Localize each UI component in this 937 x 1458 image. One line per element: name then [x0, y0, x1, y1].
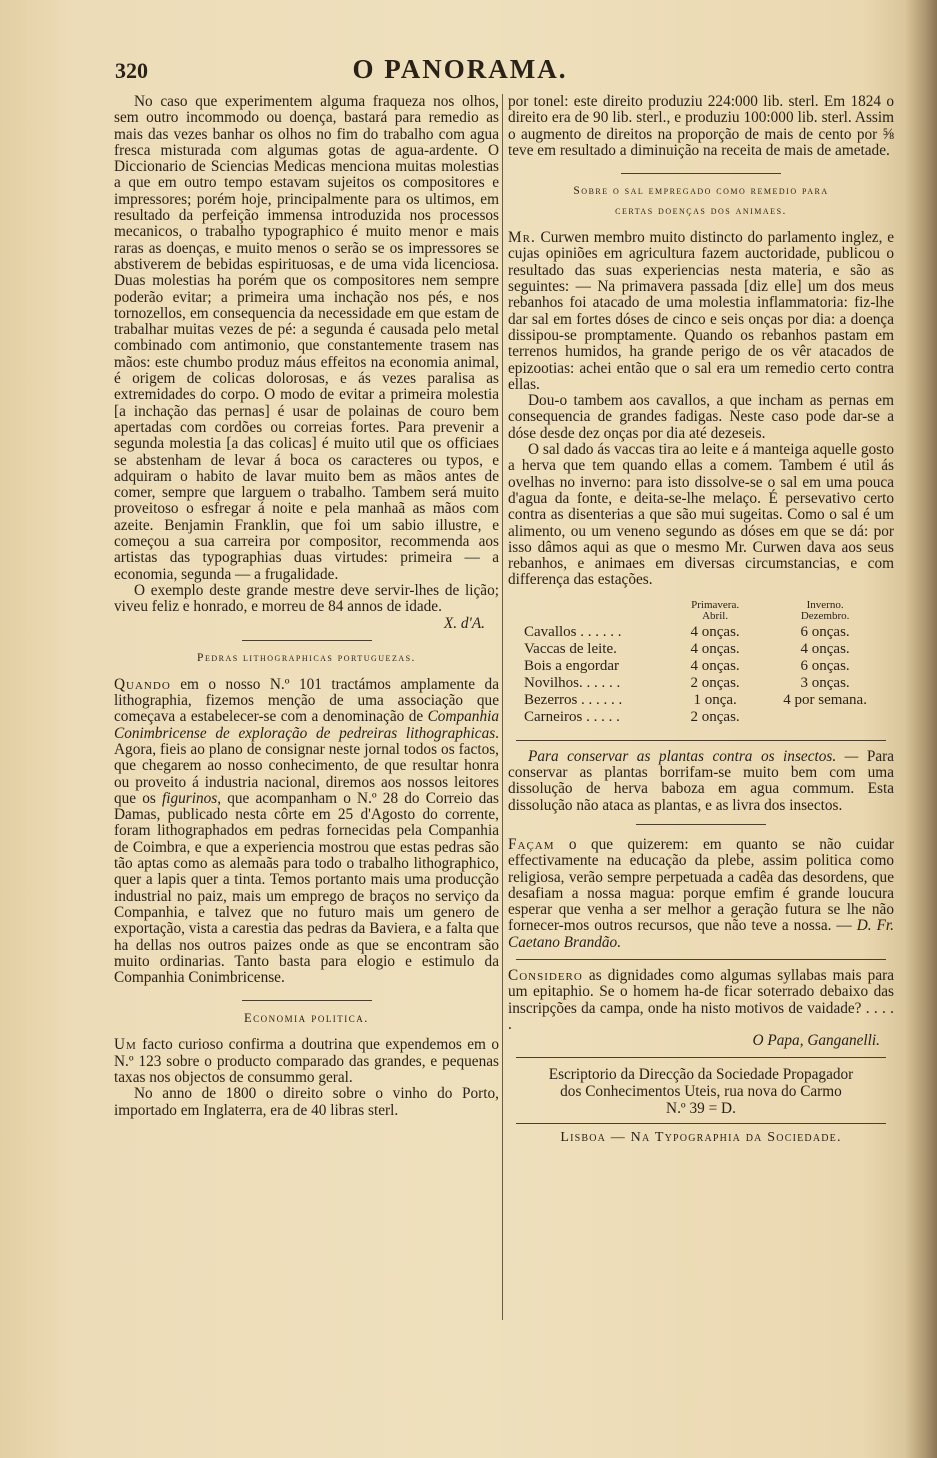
- dose-header-animal: [508, 599, 674, 624]
- plantas-paragraph: [508, 749, 894, 814]
- pedras-text-2: . Agora, fieis ao plano de consignar neste jornal todos os factos, que chegarem ao nosso conhecimento, de que resultar honra ou proveito á industria nacional, diremos aos nossos leitores que os: [114, 724, 499, 807]
- table-row: [508, 709, 894, 726]
- section-rule: [242, 1000, 372, 1001]
- considero-text: as dignidades como algumas syllabas mais para um epitaphio. Se o homem ha-de ficar soterrado debaixo das inscripções da campa, onde ha nisto motivos de vaidade? . . . . .: [508, 966, 894, 1033]
- section-rule: [516, 1123, 886, 1124]
- pedras-figurinos: figurinos: [162, 789, 218, 807]
- dose-header-spring: [674, 599, 756, 624]
- dose-winter: 4 onças.: [800, 640, 850, 657]
- dose-animal: Vaccas de leite.: [524, 640, 617, 657]
- sal-paragraph: [508, 230, 894, 393]
- dose-animal: Bois a engordar: [524, 657, 619, 674]
- facam-author: D. Fr. Caetano Brandão.: [508, 917, 895, 951]
- sal-paragraph-3: O sal dado ás vaccas tira ao leite e á manteiga aquelle gosto a herva que tem quando ellas a comem. Tambem é util ás ovelhas no inverno: para isto dissolve-se o sal em uma pouca d'agua da fonte, e deita-se-lhe melaço. É persevativo certo contra as disenterias a que são mui sugeitas. Como o sal é um alimento, ou um veneno segundo as dóses em que se dá: por isso dâmos aqui as que o mesmo Mr. Curwen dava aos seus rebanhos, e animaes em diversas circumstancias, e com differença das estações.: [508, 441, 894, 589]
- dose-animal: Carneiros . . . . .: [524, 708, 620, 725]
- pedras-company-name: Companhia Conimbricense de exploração de pedreiras lithographicas: [114, 708, 499, 742]
- facam-paragraph: [508, 837, 894, 951]
- sal-paragraph-2: Dou-o tambem aos cavallos, a que incham as pernas em consequencia de grandes fadigas. Neste caso pode dar-se a dóse desde dez onças por dia até dezeseis.: [508, 392, 894, 442]
- sal-section-title-1: Sobre o sal empregado como remedio para: [573, 185, 829, 198]
- intro-signature: X. d'A.: [443, 614, 485, 632]
- dose-winter: 6 onças.: [800, 623, 850, 640]
- facam-lead: Façam: [508, 835, 555, 853]
- pedras-lead: Quando: [114, 675, 171, 693]
- section-rule: [242, 640, 372, 641]
- dose-spring: 2 onças.: [690, 708, 740, 725]
- plantas-text: Para conservar as plantas borrifam-se muito bem com uma dissolução de herva baboza em agua commum. Esta dissolução não ataca as plantas, e as livra dos insectos.: [508, 747, 895, 814]
- dose-spring: 1 onça.: [693, 691, 737, 708]
- economia-text-1: facto curioso confirma a doutrina que expendemos em o N.º 123 sobre o producto comparado das grandes, e pequenas taxas nos objectos de consummo geral.: [114, 1036, 499, 1087]
- table-row: [508, 624, 894, 641]
- address-line-1: Escriptorio da Direcção da Sociedade Propagador: [548, 1066, 854, 1084]
- dose-table: [508, 599, 894, 726]
- dose-winter: [756, 709, 894, 726]
- dose-winter: 4 por semana.: [783, 691, 867, 708]
- dose-spring: 4 onças.: [690, 640, 740, 657]
- dose-animal: Bezerros . . . . . .: [524, 691, 623, 708]
- dose-header-winter-1: Inverno.: [806, 598, 844, 611]
- facam-text: o que quizerem: em quanto se não cuidar effectivamente na educação da plebe, assim politica como religiosa, verão sempre perpetuada a cadêa das desordens, que desafiam a nossa magua: porque emfim é grande loucura esperar que venha a ser melhor a geração futura se lhe não fornecer-mos outros recursos, que não teve a nossa. —: [508, 835, 894, 935]
- dose-spring: 4 onças.: [690, 657, 740, 674]
- dose-header-winter-2: Dezembro.: [800, 609, 850, 622]
- left-column: [114, 94, 499, 1119]
- dose-table-header: [508, 599, 894, 624]
- table-row: [508, 641, 894, 658]
- section-rule: [516, 740, 886, 741]
- dose-spring: 4 onças.: [690, 623, 740, 640]
- economia-paragraph-2: No anno de 1800 o direito sobre o vinho do Porto, importado em Inglaterra, era de 40 libras sterl.: [114, 1085, 499, 1119]
- economia-section-title: Economia politica.: [244, 1011, 369, 1026]
- column-divider: [502, 94, 503, 1320]
- considero-lead: Considero: [508, 966, 583, 984]
- page-spine-shadow: [905, 0, 937, 1458]
- plantas-title: Para conservar as plantas contra os insectos. —: [528, 747, 859, 765]
- considero-author: O Papa, Ganganelli.: [752, 1032, 880, 1050]
- sal-text-1: Curwen membro muito distincto do parlamento inglez, e cujas opiniões em agricultura fazem auctoridade, publicou o resultado das suas experiencias nesta materia, e são as seguintes: — Na primavera passada [diz elle] um dos meus rebanhos foi atacado de uma molestia inflammatoria: fiz-lhe dar sal em fortes dóses de cinco e seis onças por dia: a doença dissipou-se promptamente. Quando os rebanhos pastam em terrenos humidos, ha grande perigo de os vêr atacados de epizootias: achei então que o sal era um remedio certo contra ellas.: [508, 229, 894, 393]
- dose-winter: 3 onças.: [800, 674, 850, 691]
- dose-header-spring-1: Primavera.: [691, 598, 740, 611]
- pedras-paragraph: [114, 677, 499, 987]
- table-row: [508, 675, 894, 692]
- economia-paragraph: [114, 1037, 499, 1086]
- sal-section-title-2: certas doenças dos animaes.: [615, 205, 787, 218]
- imprint: Lisboa — Na Typographia da Sociedade.: [560, 1130, 842, 1146]
- dose-header-spring-2: Abril.: [702, 609, 729, 622]
- dose-spring: 2 onças.: [690, 674, 740, 691]
- table-row: [508, 692, 894, 709]
- intro-paragraph: No caso que experimentem alguma fraqueza nos olhos, sem outro incommodo ou doença, bastará para remedio as mais das vezes banhar os olhos no fim do trabalho com agua fresca misturada com algumas gotas de agua-ardente. O Diccionario de Sciencias Medicas menciona muitas molestias a que em outro tempo estavam sujeitos os compositores e impressores; porém hoje, principalmente para os ultimos, em resultado da perfeição immensa introduzida nos processos mecanicos, o trabalho typographico é muito menor e mais raras as doenças, e muito menos o serão se os impressores se abstiverem de bebidas espirituosas, e de uma vida licenciosa. Duas molestias ha porém que os compositores nem sempre poderão evitar; a primeira uma inchação nos pés, e nos tornozellos, em consequencia da necessidade em que estam de trabalhar muitas vezes de pé: a segunda é causada pelo metal combinado com antimonio, que constantemente trasem nas mãos: este chumbo produz máus effeitos na economia animal, é origem de colicas dolorosas, e ás vezes paralisa as extremidades do corpo. O modo de evitar a primeira molestia [a inchação das pernas] é usar de polainas de couro bem apertadas com cordões ou correias fortes. Para prevenir a segunda molestia [a das colicas] é muito util que os officiaes se abstenham de levar á boca os caracteres ou typos, e adquiram o habito de lavar muito bem as mãos antes de comer, sempre que larguem o trabalho. Tambem será muito proveitoso o esfregar á noite e pela manhaã as mãos com azeite. Benjamin Franklin, que foi um sabio illustre, e começou a sua carreira por compositor, recommenda aos artistas das typographias duas virtudes: primeira — a economia, segunda — a frugalidade.: [114, 93, 499, 583]
- dose-winter: 6 onças.: [800, 657, 850, 674]
- pedras-section-title: Pedras lithographicas portuguezas.: [197, 651, 416, 664]
- intro-paragraph: O exemplo deste grande mestre deve servir-lhes de lição; viveu feliz e honrado, e morreu de 84 annos de idade.: [114, 581, 499, 616]
- page-number: 320: [115, 58, 148, 83]
- right-column: [508, 94, 894, 1147]
- considero-paragraph: [508, 968, 894, 1033]
- table-row: [508, 658, 894, 675]
- address-line-2: dos Conhecimentos Uteis, rua nova do Carmo: [560, 1083, 842, 1101]
- section-rule: [636, 824, 766, 825]
- dose-animal: Novilhos. . . . . .: [524, 674, 621, 691]
- journal-title: O PANORAMA.: [352, 54, 568, 84]
- address-line-3: N.º 39 = D.: [666, 1100, 736, 1118]
- section-rule: [516, 959, 886, 960]
- page-header: [115, 54, 895, 88]
- pedras-text-1: em o nosso N.º 101 tractámos amplamente da lithographia, fizemos menção de uma associação que começava a estabelecer-se com a denominação de: [114, 675, 499, 726]
- dose-header-winter: [756, 599, 894, 624]
- economia-lead: Um: [114, 1036, 137, 1054]
- sal-lead: Mr.: [508, 229, 536, 247]
- pedras-text-3: , que acompanham o N.º 28 do Correio das Damas, publicado nesta côrte em 25 d'Agosto do corrente, foram lithographados em pedras fornecidas pela Companhia de Coimbra, e que a experiencia mostrou que estas pedras são tão aptas como as alemaãs para todo o trabalho lithographico, quer a lapis quer a tinta. Temos portanto mais uma producção industrial no paiz, mais um emprego de braços no serviço da Companhia, e talvez que no futuro mais um genero de exportação, vista a carestia das pedras da Baviera, e a falta que ha dellas nos outros paizes onde as que se encontram são muito ordinarias. Tanto basta para elogio e estimulo da Companhia Conimbricense.: [114, 789, 499, 987]
- dose-animal: Cavallos . . . . . .: [524, 623, 622, 640]
- section-rule: [621, 173, 781, 174]
- section-rule: [516, 1057, 886, 1058]
- economia-continuation: por tonel: este direito produziu 224:000 lib. sterl. Em 1824 o direito era de 90 lib. sterl., e produziu 100:000 lib. sterl. Assim o augmento de direitos na proporção de mais de cento por ⅝ teve em resultado a diminuição na receita de mais de ametade.: [508, 93, 894, 159]
